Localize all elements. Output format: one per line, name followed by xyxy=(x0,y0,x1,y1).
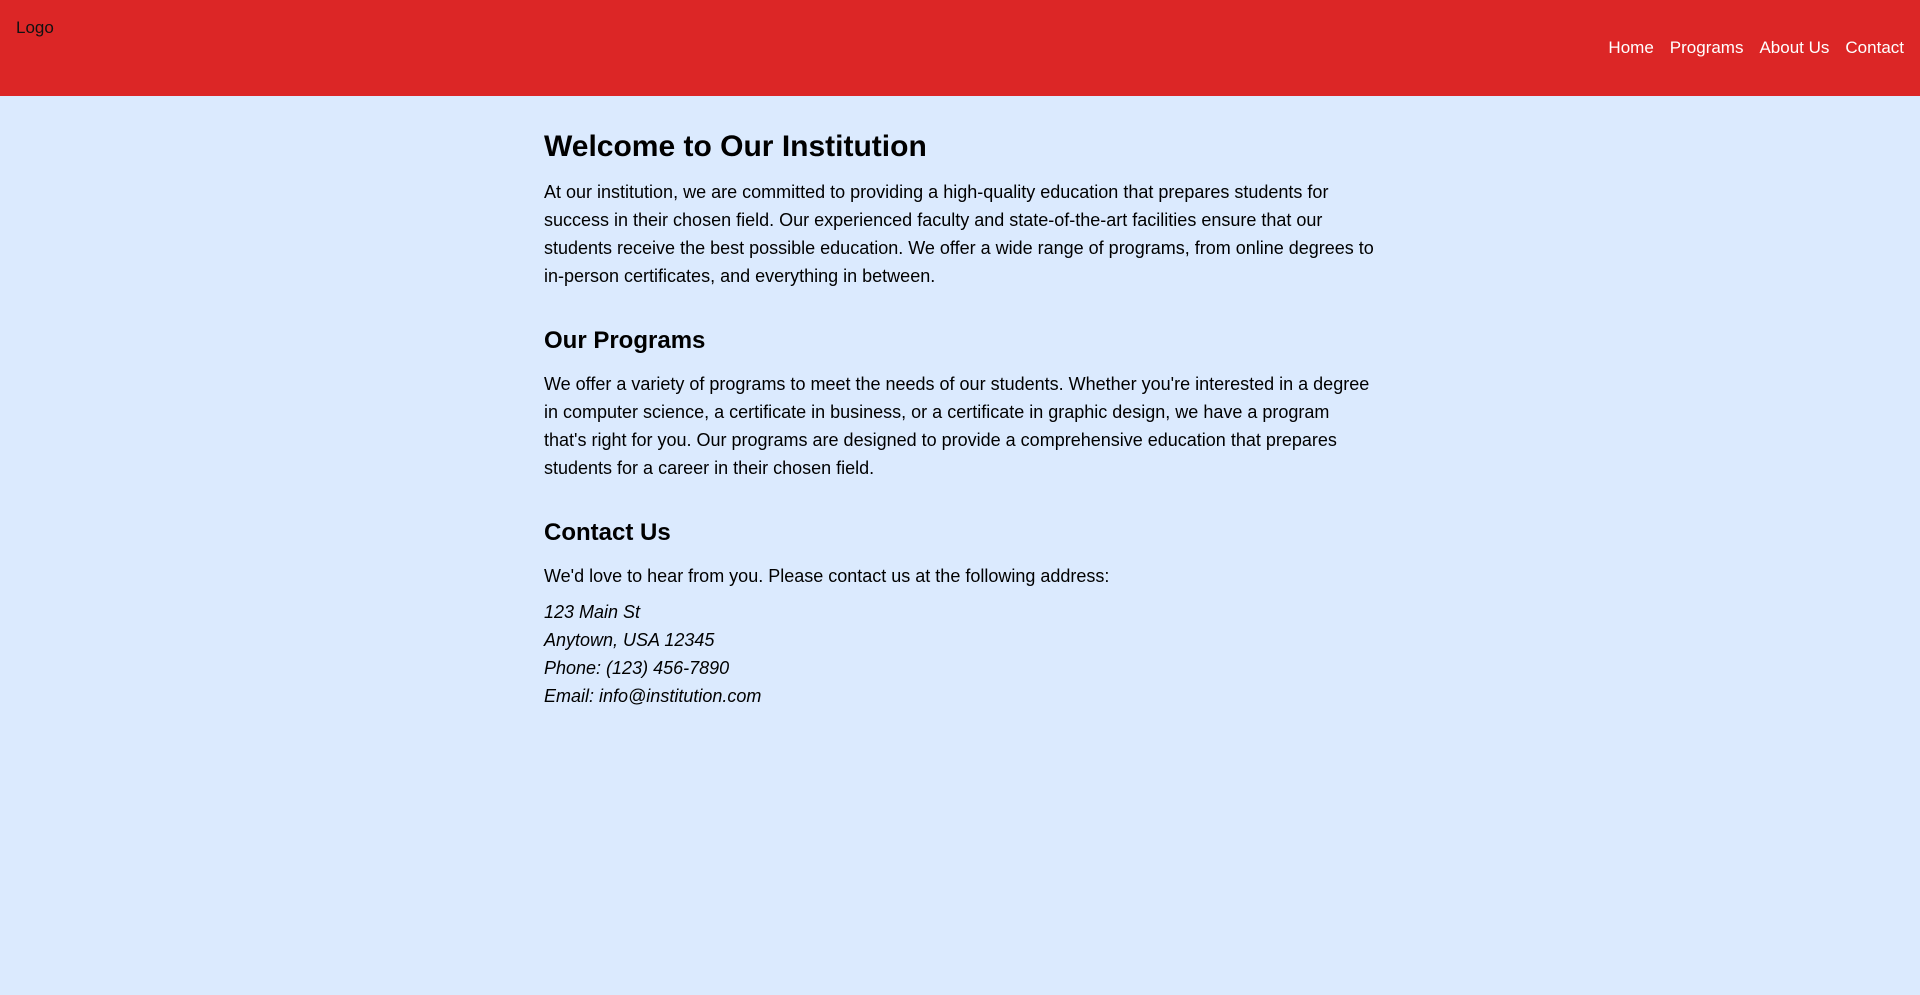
contact-heading: Contact Us xyxy=(544,519,671,546)
address-street: 123 Main St xyxy=(544,602,641,622)
welcome-section xyxy=(544,128,1376,290)
main-nav xyxy=(1608,38,1904,58)
contact-section xyxy=(544,518,1376,710)
nav-link-programs[interactable]: Programs xyxy=(1669,38,1744,57)
programs-heading: Our Programs xyxy=(544,327,706,354)
welcome-paragraph: At our institution, we are committed to providing a high-quality education that prepares students for success in their chosen field. Our experienced faculty and state-of-the-art facilities ensure that our students receive the best possible education. We offer a wide range of programs, from online degrees to in-person certificates, and everything in between. xyxy=(544,182,1374,286)
logo[interactable]: Logo xyxy=(16,18,54,37)
nav-link-about-us[interactable]: About Us xyxy=(1759,38,1830,57)
contact-intro: We'd love to hear from you. Please contact us at the following address: xyxy=(544,566,1110,586)
page-title: Welcome to Our Institution xyxy=(544,130,927,163)
nav-link-home[interactable]: Home xyxy=(1608,38,1654,57)
address-phone: Phone: (123) 456-7890 xyxy=(544,658,730,678)
site-header xyxy=(0,0,1920,96)
contact-address xyxy=(544,598,1376,710)
programs-section xyxy=(544,326,1376,482)
address-city: Anytown, USA 12345 xyxy=(544,630,715,650)
address-email: Email: info@institution.com xyxy=(544,686,762,706)
nav-link-contact[interactable]: Contact xyxy=(1845,38,1904,57)
main-content xyxy=(544,128,1376,710)
programs-paragraph: We offer a variety of programs to meet the needs of our students. Whether you're interested in a degree in computer science, a certificate in business, or a certificate in graphic design, we have a program that's right for you. Our programs are designed to provide a comprehensive education that prepares students for a career in their chosen field. xyxy=(544,374,1370,478)
